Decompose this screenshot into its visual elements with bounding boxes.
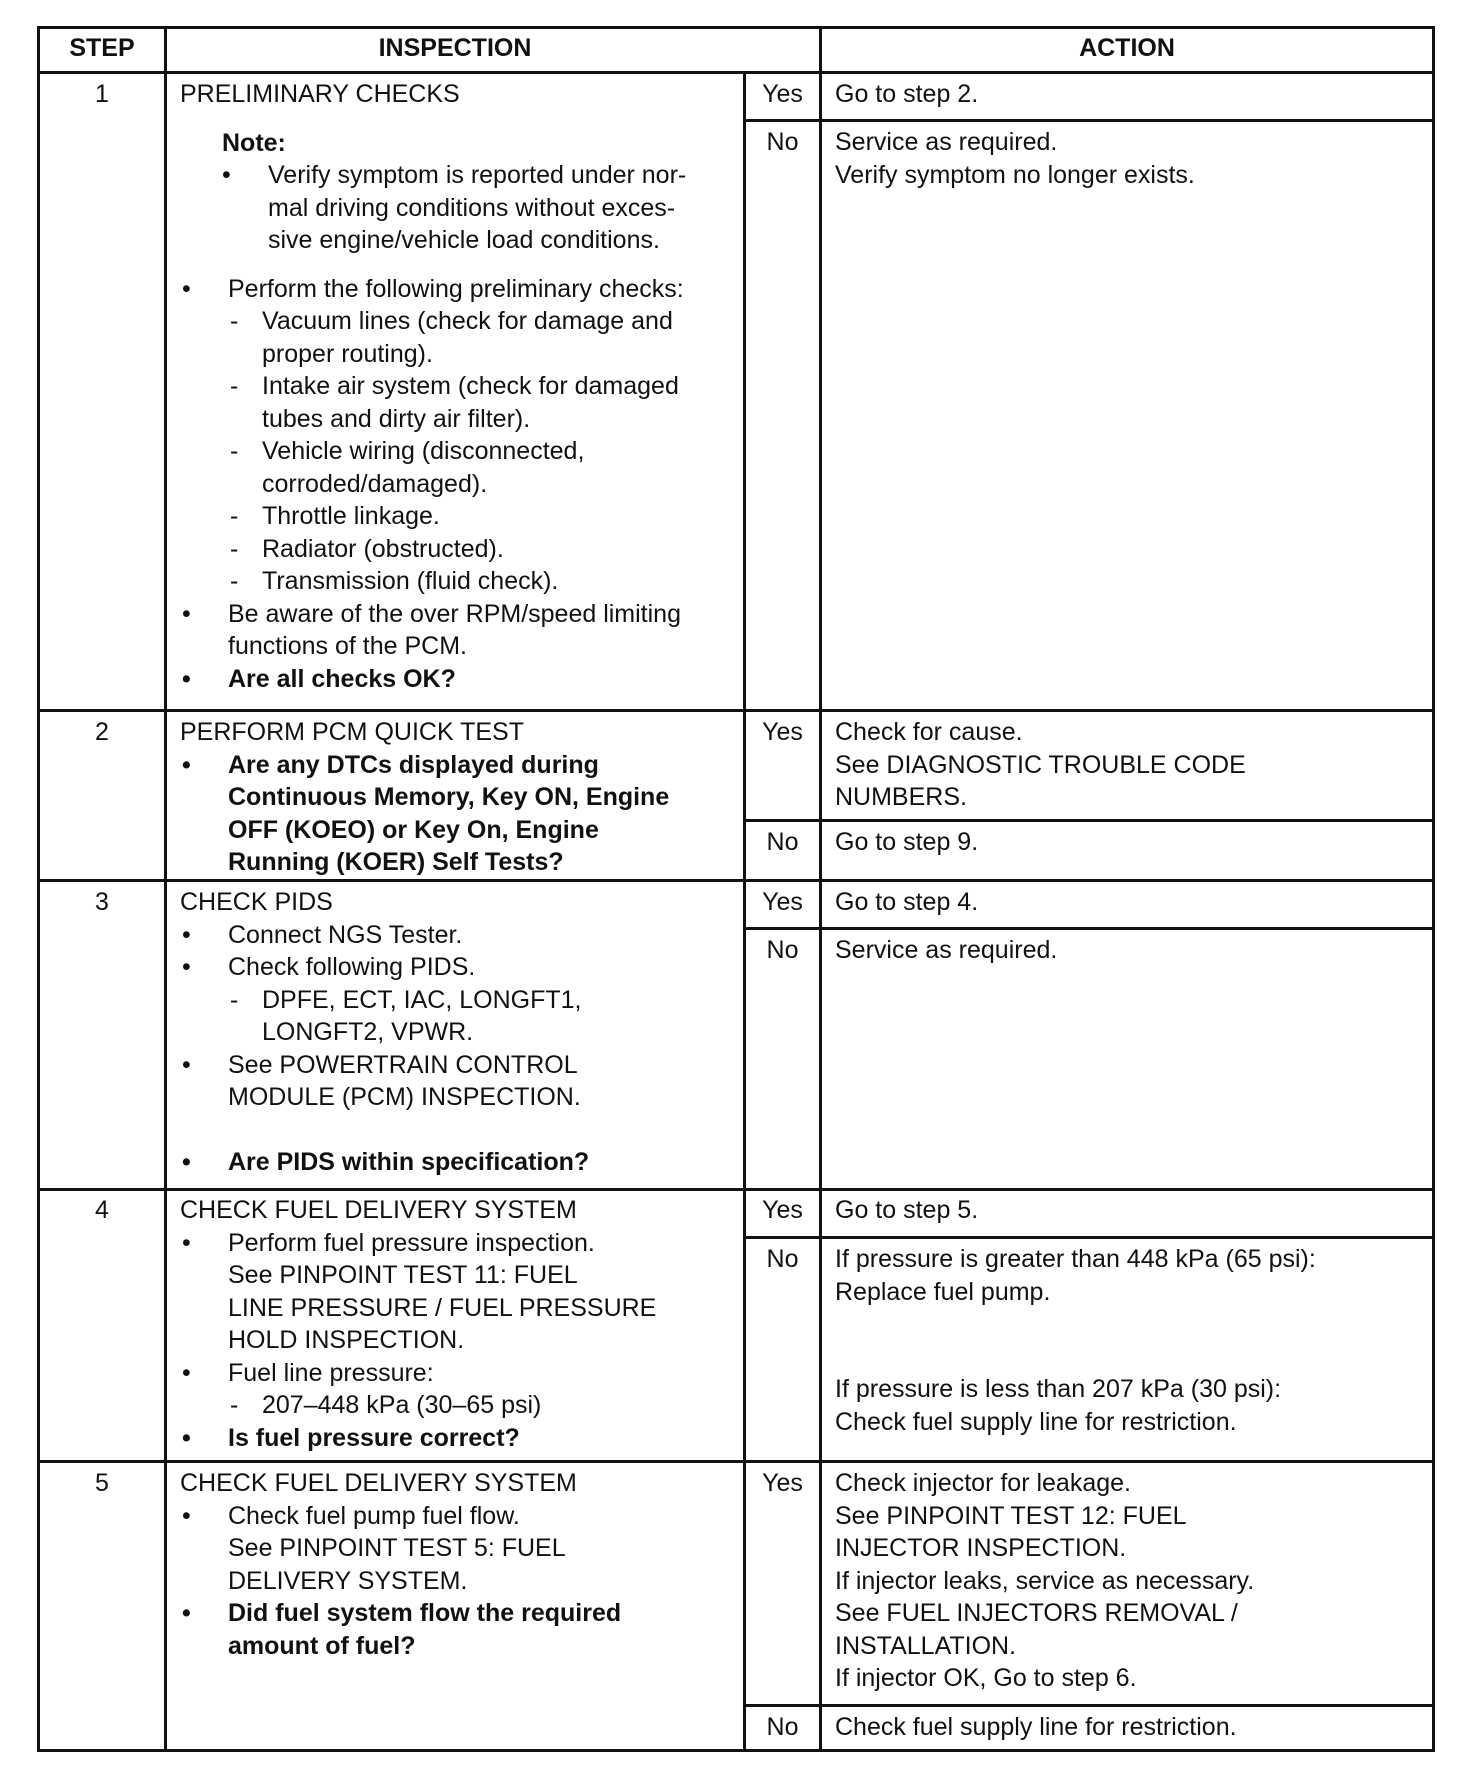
step-number: 2 [95,718,109,746]
check-item: - Intake air system (check for damaged [180,370,721,403]
yes-no-divider-2 [743,819,1435,822]
perform-line: • Perform fuel pressure inspection. [180,1227,656,1260]
no-label: No [766,828,799,856]
step-title: CHECK PIDS [180,888,333,916]
table-border-right [1432,26,1435,1752]
inspection-cell [180,716,669,879]
check-item-cont: proper routing). [262,339,433,368]
perform-line-cont: See PINPOINT TEST 11: FUEL [228,1261,578,1289]
action-line: If pressure is less than 207 kPa (30 psi): [835,1375,1282,1403]
step-number: 5 [95,1469,109,1497]
no-label: No [766,936,799,964]
diagnostic-table [37,26,1435,1752]
connect-line: • Connect NGS Tester. [180,919,589,952]
no-action [835,934,1057,967]
note-line: sive engine/vehicle load conditions. [268,226,660,254]
yes-action [835,716,1246,814]
header-inspection: INSPECTION [378,34,532,62]
step-question: • Are PIDS within specification? [180,1146,589,1179]
yes-action [835,1194,978,1227]
check-item-cont: tubes and dirty air filter). [262,404,531,433]
action-line: Go to step 2. [835,80,979,108]
action-line: If injector leaks, service as necessary. [835,1566,1255,1595]
no-label: No [766,128,799,156]
pressure-range: - 207–448 kPa (30–65 psi) [180,1389,656,1422]
check-item-cont: corroded/damaged). [262,469,488,498]
no-label: No [766,1245,799,1273]
action-line: If pressure is greater than 448 kPa (65 psi): [835,1245,1316,1273]
action-line: Service as required. [835,936,1058,964]
step-question-cont: Running (KOER) Self Tests? [228,848,564,876]
step-number: 1 [95,80,109,108]
note-line: mal driving conditions without exces- [268,193,676,222]
row-divider-3-4 [37,1188,1435,1191]
yes-no-divider-5 [743,1704,1435,1707]
action-column-divider [819,26,822,1752]
header-action: ACTION [1079,34,1175,62]
yes-label: Yes [762,1196,803,1224]
step-number: 4 [95,1196,109,1224]
step-question: • Are all checks OK? [180,663,721,696]
action-line: Go to step 5. [835,1196,979,1224]
see-line-cont: MODULE (PCM) INSPECTION. [228,1083,581,1111]
row-divider-4-5 [37,1460,1435,1463]
check-line-cont: See PINPOINT TEST 5: FUEL [228,1534,566,1562]
yes-label: Yes [762,718,803,746]
table-border-bottom [37,1749,1435,1752]
check-line-cont: DELIVERY SYSTEM. [228,1566,468,1595]
check-item: - Vehicle wiring (disconnected, [180,435,721,468]
perform-line-cont: LINE PRESSURE / FUEL PRESSURE [228,1293,657,1322]
no-action [835,1243,1316,1438]
step-question: • Did fuel system flow the required [180,1597,621,1630]
yes-label: Yes [762,888,803,916]
header-divider [37,71,1435,74]
step-question-cont: OFF (KOEO) or Key On, Engine [228,815,599,844]
yes-no-divider-3 [743,927,1435,930]
step-column-divider [164,26,167,1752]
action-line: Check fuel supply line for restriction. [835,1407,1237,1436]
row-divider-1-2 [37,709,1435,712]
yes-label: Yes [762,1469,803,1497]
action-line: Check injector for leakage. [835,1469,1131,1497]
yes-action [835,886,978,919]
action-line: INJECTOR INSPECTION. [835,1534,1127,1562]
action-line: See PINPOINT TEST 12: FUEL [835,1501,1187,1530]
no-action [835,126,1195,191]
step-question: • Are any DTCs displayed during [180,749,669,782]
action-line: If injector OK, Go to step 6. [835,1664,1137,1692]
inspection-cell [180,1467,621,1662]
yes-action [835,78,978,111]
inspection-cell [180,886,589,1178]
action-line: Go to step 4. [835,888,979,916]
step-title: PERFORM PCM QUICK TEST [180,718,525,746]
yes-action [835,1467,1254,1695]
step-title: CHECK FUEL DELIVERY SYSTEM [180,1196,577,1224]
header-step: STEP [69,34,135,62]
no-action [835,1711,1237,1744]
fuel-line-pressure: • Fuel line pressure: [180,1357,656,1390]
action-line: See FUEL INJECTORS REMOVAL / [835,1599,1238,1627]
action-line: Replace fuel pump. [835,1277,1051,1306]
action-line: NUMBERS. [835,783,967,811]
no-action [835,826,978,859]
step-question: • Is fuel pressure correct? [180,1422,656,1455]
see-line: • See POWERTRAIN CONTROL [180,1049,589,1082]
checks-intro: • Perform the following preliminary checks: [180,273,721,306]
inspection-cell [180,1194,656,1454]
check-line: • Check fuel pump fuel flow. [180,1500,621,1533]
check-item: - Transmission (fluid check). [180,565,721,598]
action-line: Service as required. [835,128,1058,156]
pids-line-cont: LONGFT2, VPWR. [262,1018,474,1046]
step-title: PRELIMINARY CHECKS [180,80,460,108]
no-label: No [766,1713,799,1741]
yes-label: Yes [762,80,803,108]
yes-no-divider-4 [743,1236,1435,1239]
pids-line: - DPFE, ECT, IAC, LONGFT1, [180,984,589,1017]
check-item: - Throttle linkage. [180,500,721,533]
aware-line: • Be aware of the over RPM/speed limiting [180,598,721,631]
perform-line-cont: HOLD INSPECTION. [228,1326,465,1354]
action-line: INSTALLATION. [835,1631,1017,1660]
step-title: CHECK FUEL DELIVERY SYSTEM [180,1469,577,1497]
step-question-cont: Continuous Memory, Key ON, Engine [228,783,670,811]
action-line: Verify symptom no longer exists. [835,160,1195,189]
step-question-cont: amount of fuel? [228,1631,416,1660]
action-line: Check fuel supply line for restriction. [835,1713,1237,1741]
note-label: Note: [222,128,286,157]
row-divider-2-3 [37,879,1435,882]
action-line: See DIAGNOSTIC TROUBLE CODE [835,750,1246,779]
table-border-top [37,26,1435,29]
check-item: - Vacuum lines (check for damage and [180,305,721,338]
inspection-cell [180,78,721,695]
action-line: Go to step 9. [835,828,979,856]
check-item: - Radiator (obstructed). [180,533,721,566]
aware-line: functions of the PCM. [228,632,468,660]
step-number: 3 [95,888,109,916]
check-pids-line: • Check following PIDS. [180,951,589,984]
note-line: • Verify symptom is reported under nor- [222,159,721,192]
yes-no-divider-1 [743,119,1435,122]
action-line: Check for cause. [835,718,1023,746]
